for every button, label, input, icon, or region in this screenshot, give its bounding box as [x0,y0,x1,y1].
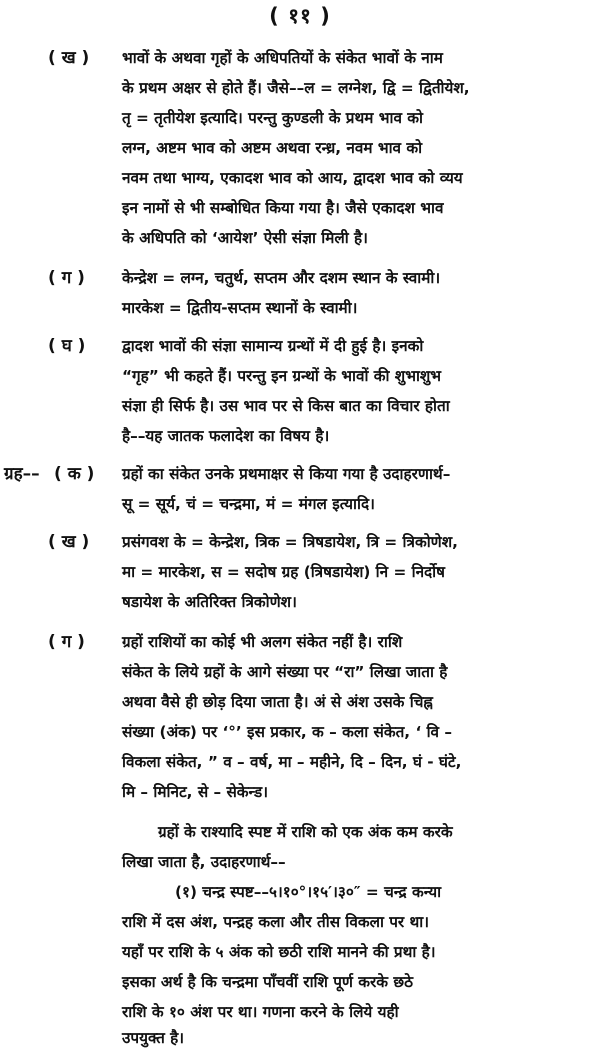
text-line: सू = सूर्य, चं = चन्द्रमा, मं = मंगल इत्यादि। [122,495,375,513]
clause-marker: ( घ ) [48,336,86,356]
text-line: तृ = तृतीयेश इत्यादि। परन्तु कुण्डली के प्रथम भाव को [122,109,424,127]
text-line: संज्ञा ही सिर्फ है। उस भाव पर से किस बात का विचार होता [122,397,450,415]
text-line: नवम तथा भाग्य, एकादश भाव को आय, द्वादश भाव को व्यय [122,169,463,187]
text-line: राशि के १० अंश पर था। गणना करने के लिये यही [122,1003,399,1021]
clause-marker: ( ग ) [48,632,85,652]
text-line: यहाँ पर राशि के ५ अंक को छठी राशि मानने की प्रथा है। [122,943,436,961]
text-line: केन्द्रेश = लग्न, चतुर्थ, सप्तम और दशम स्थान के स्वामी। [122,269,441,287]
text-line: संख्या (अंक) पर ‘°’ इस प्रकार, क – कला संकेत, ‘ वि – [122,723,453,741]
text-line: मा = मारकेश, स = सदोष ग्रह (त्रिषडायेश) नि = निर्दोष [122,563,445,581]
text-line: मि – मिनिट, से – सेकेन्ड। [122,783,269,801]
text-line: “गृह” भी कहते हैं। परन्तु इन ग्रन्थों के भावों की शुभाशुभ [122,367,442,385]
text-line: लिखा जाता है, उदाहरणार्थ–– [122,853,286,871]
text-line: (१) चन्द्र स्पष्ट––५।१०°।१५′।३०″ = चन्द्र कन्या [175,883,442,901]
text-line: षडायेश के अतिरिक्त त्रिकोणेश। [122,593,297,611]
text-line: उपयुक्त है। [122,1029,185,1047]
page-number: ( ११ ) [269,4,331,28]
text-line: विकला संकेत, ” व – वर्ष, मा – महीने, दि – दिन, घं - घंटे, [122,753,462,771]
text-line: ग्रहों के राश्यादि स्पष्ट में राशि को एक अंक कम करके [158,823,453,841]
text-line: इन नामों से भी सम्बोधित किया गया है। जैसे एकादश भाव [122,199,444,217]
text-line: है––यह जातक फलादेश का विषय है। [122,427,330,445]
text-line: के अधिपति को ‘आयेश’ ऐसी संज्ञा मिली है। [122,229,368,247]
clause-marker: ( ख ) [48,532,90,552]
text-line: ग्रहों का संकेत उनके प्रथमाक्षर से किया गया है उदाहरणार्थ– [122,465,451,483]
text-line: इसका अर्थ है कि चन्द्रमा पाँचवीं राशि पूर्ण करके छठे [122,973,413,991]
clause-marker: ( ख ) [48,48,90,68]
clause-marker: ( ग ) [48,268,85,288]
text-line: मारकेश = द्वितीय-सप्तम स्थानों के स्वामी। [122,299,358,317]
clause-marker: ( क ) [54,464,95,484]
text-line: राशि में दस अंश, पन्द्रह कला और तीस विकला पर था। [122,913,430,931]
text-line: लग्न, अष्टम भाव को अष्टम अथवा रन्ध्र, नवम भाव को [122,139,423,157]
text-line: ग्रहों राशियों का कोई भी अलग संकेत नहीं है। राशि [122,633,403,651]
text-line: के प्रथम अक्षर से होते हैं। जैसे––ल = लग्नेश, द्वि = द्वितीयेश, [122,79,470,97]
text-line: संकेत के लिये ग्रहों के आगे संख्या पर “रा” लिखा जाता है [122,663,448,681]
text-line: द्वादश भावों की संज्ञा सामान्य ग्रन्थों में दी हुई है। इनको [122,337,424,355]
text-line: अथवा वैसे ही छोड़ दिया जाता है। अं से अंश उसके चिह्न [122,693,433,711]
text-line: भावों के अथवा गृहों के अधिपतियों के संकेत भावों के नाम [122,49,443,67]
section-label: ग्रह–– [4,464,40,484]
text-line: प्रसंगवश के = केन्द्रेश, त्रिक = त्रिषडायेश, त्रि = त्रिकोणेश, [122,533,458,551]
